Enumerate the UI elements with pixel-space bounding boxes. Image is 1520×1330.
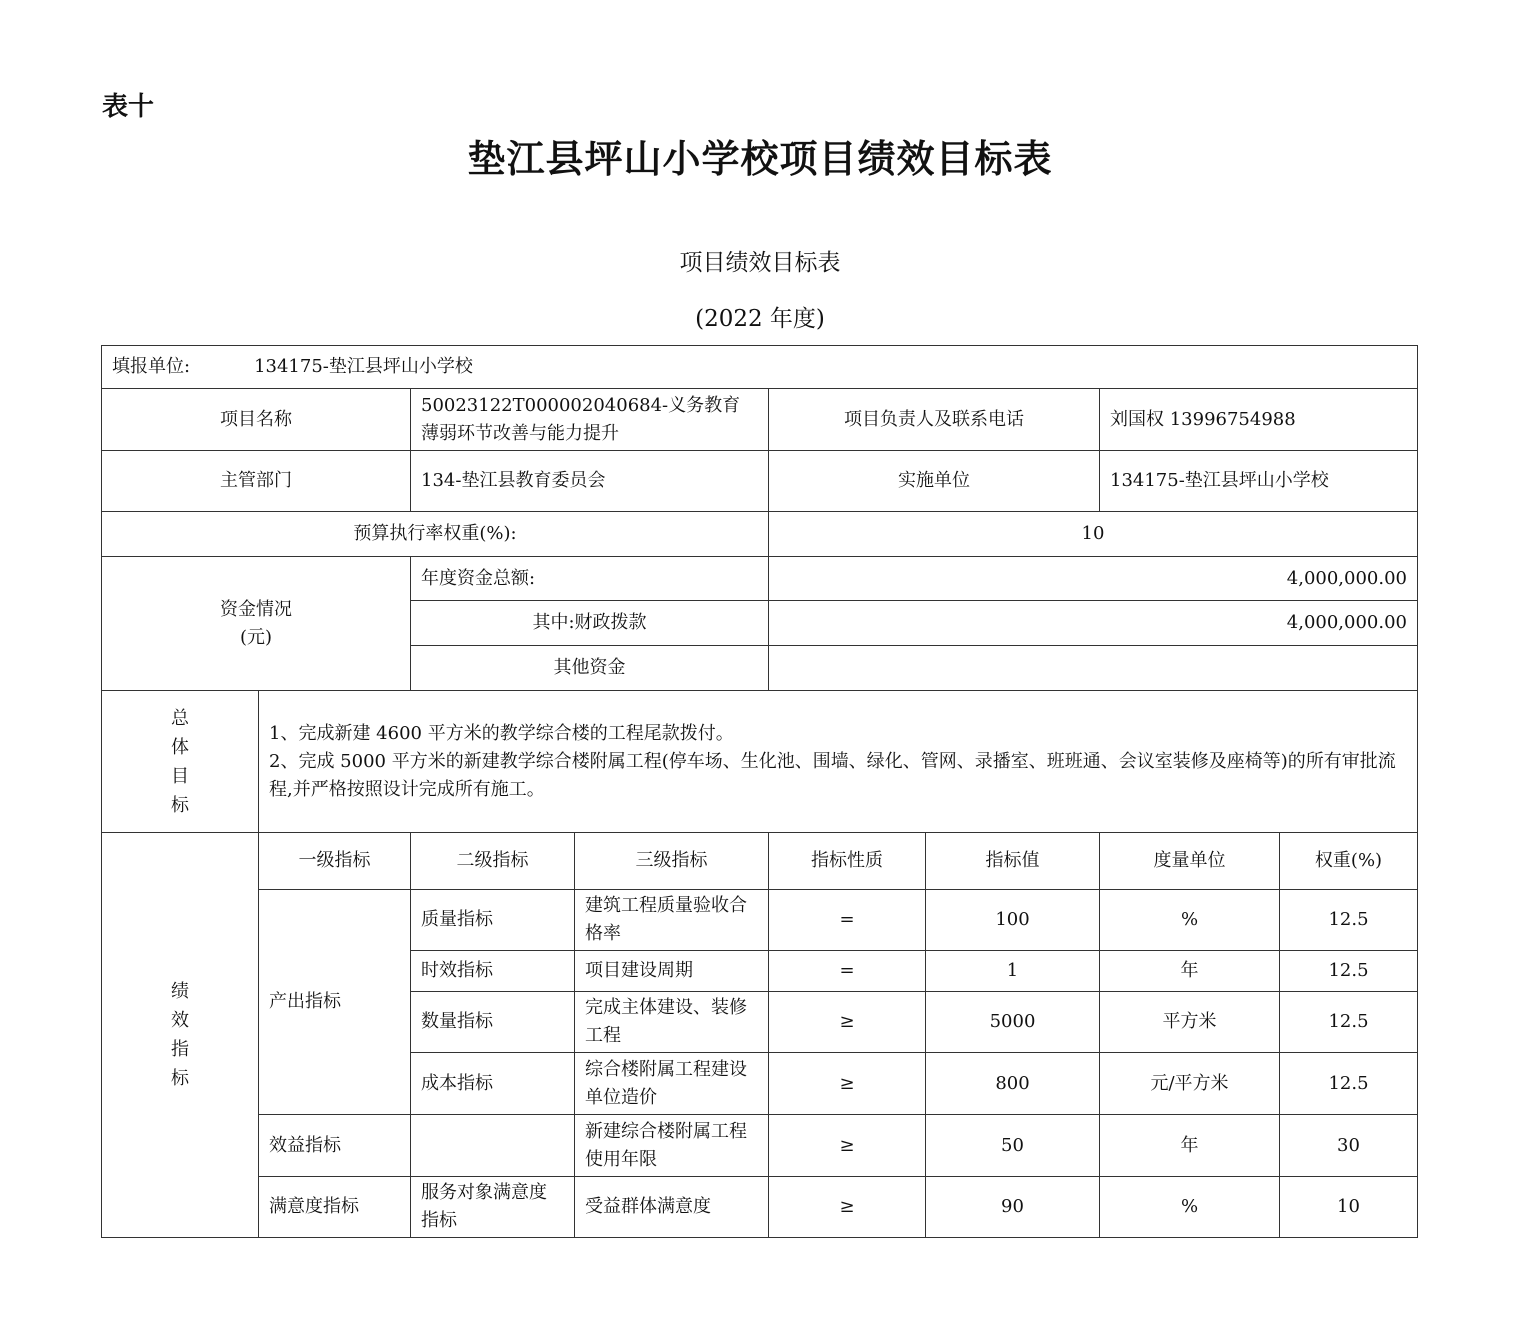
weight-cell: 30 <box>1280 1115 1418 1177</box>
level1-cell: 效益指标 <box>259 1115 411 1177</box>
level1-cell: 产出指标 <box>259 890 411 1115</box>
fill-unit-cell <box>102 346 1418 389</box>
goal-char: 总 <box>171 707 189 729</box>
header-nature: 指标性质 <box>769 833 926 890</box>
level3-cell: 新建综合楼附属工程使用年限 <box>575 1115 769 1177</box>
funds-label <box>102 557 411 691</box>
unit-cell: 平方米 <box>1100 992 1280 1053</box>
weight-cell: 12.5 <box>1280 992 1418 1053</box>
goal-char: 体 <box>171 736 189 758</box>
goal-line-1: 1、完成新建 4600 平方米的教学综合楼的工程尾款拨付。 <box>269 722 734 744</box>
table-year: (2022 年度) <box>695 306 825 332</box>
table-row <box>102 1177 1418 1238</box>
other-funds-label: 其他资金 <box>411 646 769 691</box>
impl-unit-value: 134175-垫江县坪山小学校 <box>1100 451 1418 512</box>
nature-cell: = <box>769 890 926 951</box>
level2-cell: 数量指标 <box>411 992 575 1053</box>
level3-cell: 项目建设周期 <box>575 951 769 992</box>
nature-cell: ≥ <box>769 992 926 1053</box>
unit-cell: % <box>1100 890 1280 951</box>
goal-char: 标 <box>171 794 189 816</box>
impl-unit-label: 实施单位 <box>769 451 1100 512</box>
unit-cell: 元/平方米 <box>1100 1053 1280 1115</box>
overall-goal-label <box>102 691 259 833</box>
performance-target-table <box>101 345 1418 1238</box>
value-cell: 50 <box>926 1115 1100 1177</box>
funds-label-line2: (元) <box>239 626 273 648</box>
value-cell: 100 <box>926 890 1100 951</box>
project-name-value: 50023122T000002040684-义务教育薄弱环节改善与能力提升 <box>411 389 769 451</box>
weight-cell: 12.5 <box>1280 951 1418 992</box>
nature-cell: = <box>769 951 926 992</box>
header-unit: 度量单位 <box>1100 833 1280 890</box>
table-row <box>102 833 1418 890</box>
table-row <box>102 451 1418 512</box>
perf-char: 效 <box>171 1010 189 1031</box>
nature-cell: ≥ <box>769 1115 926 1177</box>
header-level3: 三级指标 <box>575 833 769 890</box>
budget-rate-value: 10 <box>769 512 1418 557</box>
funds-label-line1: 资金情况 <box>220 598 292 620</box>
goal-char: 目 <box>171 765 189 787</box>
project-name-label: 项目名称 <box>102 389 411 451</box>
perf-indicator-label <box>102 833 259 1238</box>
table-row <box>102 512 1418 557</box>
table-subtitle: 项目绩效目标表 <box>679 250 841 276</box>
perf-char: 绩 <box>171 981 189 1002</box>
level2-cell: 成本指标 <box>411 1053 575 1115</box>
weight-cell: 12.5 <box>1280 890 1418 951</box>
unit-cell: % <box>1100 1177 1280 1238</box>
weight-cell: 12.5 <box>1280 1053 1418 1115</box>
dept-label: 主管部门 <box>102 451 411 512</box>
value-cell: 800 <box>926 1053 1100 1115</box>
total-funds-label: 年度资金总额: <box>411 557 769 601</box>
value-cell: 5000 <box>926 992 1100 1053</box>
level2-cell: 质量指标 <box>411 890 575 951</box>
dept-value: 134-垫江县教育委员会 <box>411 451 769 512</box>
goal-line-2: 2、完成 5000 平方米的新建教学综合楼附属工程(停车场、生化池、围墙、绿化、管网、录播室、班班通、会议室装修及座椅等)的所有审批流程,并严格按照设计完成所有施工。 <box>269 750 1396 800</box>
level2-cell <box>411 1115 575 1177</box>
weight-cell: 10 <box>1280 1177 1418 1238</box>
nature-cell: ≥ <box>769 1053 926 1115</box>
contact-label: 项目负责人及联系电话 <box>769 389 1100 451</box>
level3-cell: 受益群体满意度 <box>575 1177 769 1238</box>
header-weight: 权重(%) <box>1280 833 1418 890</box>
contact-value: 刘国权 13996754988 <box>1100 389 1418 451</box>
level1-cell: 满意度指标 <box>259 1177 411 1238</box>
table-row <box>102 346 1418 389</box>
level2-cell: 时效指标 <box>411 951 575 992</box>
level3-cell: 完成主体建设、装修工程 <box>575 992 769 1053</box>
total-funds-value: 4,000,000.00 <box>769 557 1418 601</box>
table-row <box>102 890 1418 951</box>
other-funds-value <box>769 646 1418 691</box>
table-row <box>102 389 1418 451</box>
fiscal-funds-label: 其中:财政拨款 <box>411 601 769 646</box>
fill-unit-label: 填报单位: <box>112 356 191 377</box>
table-row <box>102 1115 1418 1177</box>
perf-char: 指 <box>171 1039 189 1060</box>
header-value: 指标值 <box>926 833 1100 890</box>
value-cell: 1 <box>926 951 1100 992</box>
unit-cell: 年 <box>1100 951 1280 992</box>
budget-rate-label: 预算执行率权重(%): <box>102 512 769 557</box>
table-row <box>102 691 1418 833</box>
fill-unit-value: 134175-垫江县坪山小学校 <box>254 356 473 377</box>
level3-cell: 建筑工程质量验收合格率 <box>575 890 769 951</box>
page-title: 垫江县坪山小学校项目绩效目标表 <box>467 136 1053 181</box>
level2-cell: 服务对象满意度指标 <box>411 1177 575 1238</box>
unit-cell: 年 <box>1100 1115 1280 1177</box>
fiscal-funds-value: 4,000,000.00 <box>769 601 1418 646</box>
value-cell: 90 <box>926 1177 1100 1238</box>
table-row <box>102 557 1418 601</box>
header-level2: 二级指标 <box>411 833 575 890</box>
overall-goal-text <box>259 691 1418 833</box>
level3-cell: 综合楼附属工程建设单位造价 <box>575 1053 769 1115</box>
perf-char: 标 <box>171 1068 189 1089</box>
nature-cell: ≥ <box>769 1177 926 1238</box>
table-number-label: 表十 <box>102 92 155 122</box>
header-level1: 一级指标 <box>259 833 411 890</box>
